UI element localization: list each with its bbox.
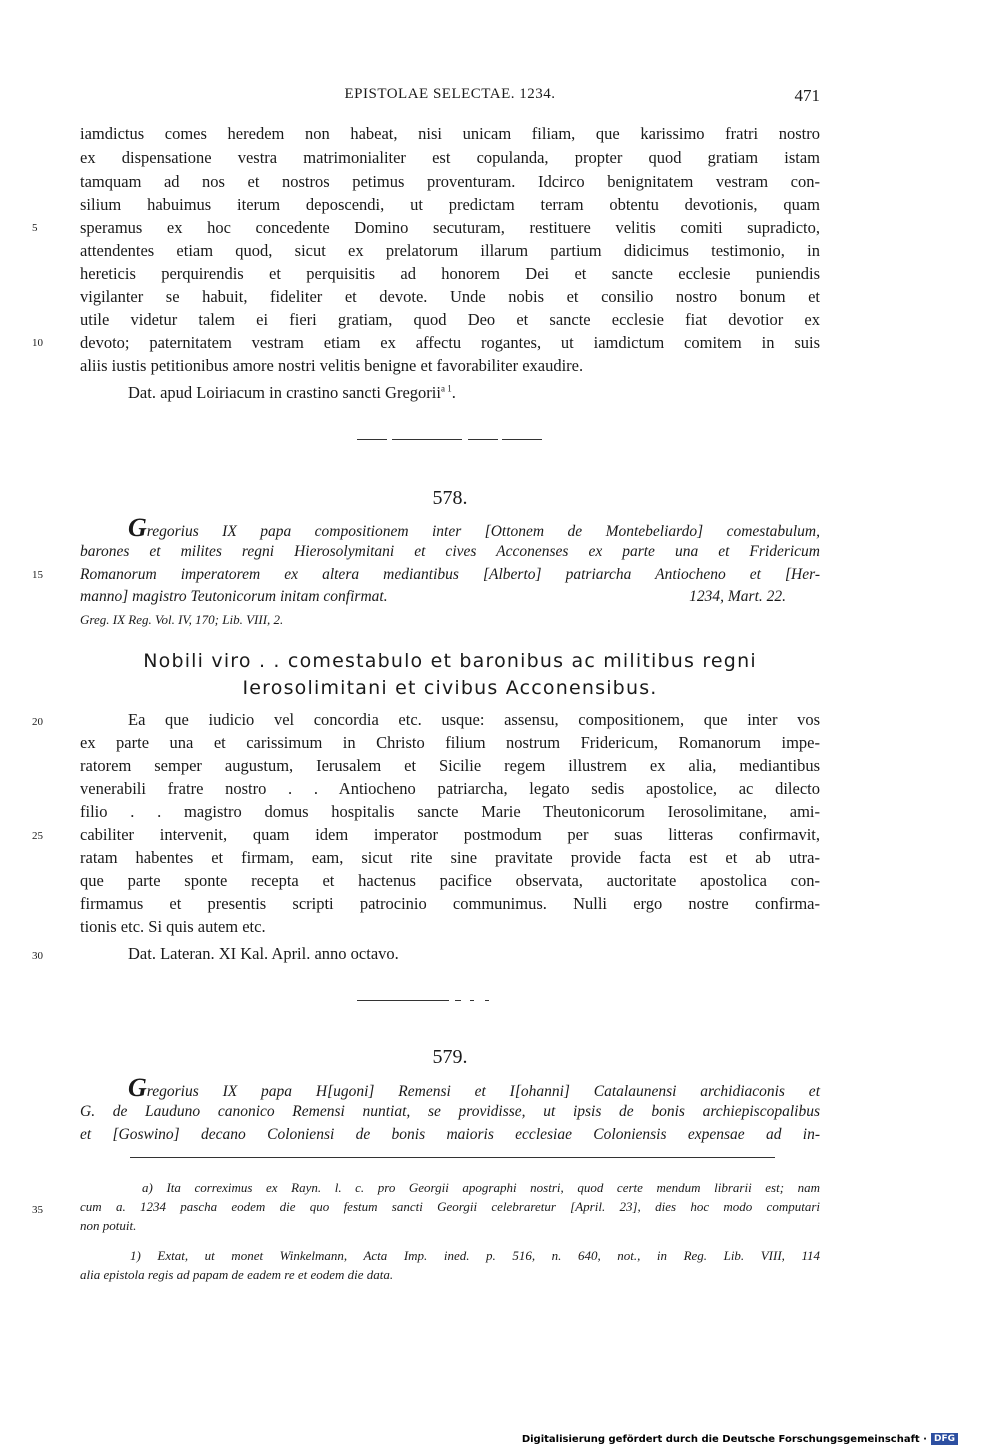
salutation-line: Nobili viro . . comestabulo et baronibus ac militibus regni (143, 650, 757, 672)
line-number: 5 (32, 222, 38, 234)
footnote-text: Ita correximus ex Rayn. l. c. pro Georgii apographi nostri, quod certe mendum librarii est; nam (166, 1180, 821, 1195)
line-number: 35 (32, 1204, 43, 1216)
letter-number: 579. (432, 1046, 468, 1068)
line-number: 30 (32, 950, 43, 962)
footnote-ref: a 1 (440, 383, 452, 394)
text-line: ex dispensatione vestra matrimonialiter est copulanda, propter quod gratiam istam (80, 148, 820, 167)
line-number: 20 (32, 716, 43, 728)
dating-clause (128, 381, 820, 404)
separator-rule (502, 439, 542, 440)
initial-letter: G (128, 513, 147, 542)
salutation-line: Ierosolimitani et civibus Acconensibus. (242, 677, 658, 699)
separator-rule (485, 1000, 489, 1001)
footnote-line: alia epistola regis ad papam de eadem re et eodem die data. (80, 1267, 394, 1282)
text-line: ratam habentes et firmam, eam, sicut rite sine pravitate provide facta est et ab utra- (80, 848, 820, 867)
text-line: ex parte una et carissimum in Christo filium nostrum Fridericum, Romanorum impe- (80, 733, 820, 752)
text-line: firmamus et presentis scripti patrocinio communimus. Nulli ergo nostre confirma- (80, 894, 820, 913)
separator-rule (357, 439, 387, 440)
footnote-rule (130, 1157, 775, 1158)
page-number: 471 (794, 86, 820, 105)
text-line: Ea que iudicio vel concordia etc. usque: assensu, compositionem, que inter vos (128, 710, 820, 729)
regest-line-with-date (80, 585, 786, 608)
initial-letter: G (128, 1073, 147, 1102)
footnote-marker: 1) (130, 1248, 141, 1263)
text-line: hereticis perquirendis et perquisitis ad honorem Dei et sancte ecclesie puniendis (80, 264, 820, 283)
text-line: utile videtur talem ei fieri gratiam, quod Deo et sancte ecclesie fiat devotior ex (80, 310, 820, 329)
dating-end: . (451, 383, 456, 402)
separator-rule (470, 1000, 474, 1001)
text-line: tionis etc. Si quis autem etc. (80, 917, 266, 936)
separator-rule (468, 439, 498, 440)
separator-rule (392, 439, 462, 440)
footnote-line (142, 1178, 820, 1197)
footnote-line: non potuit. (80, 1218, 137, 1233)
regest-text: regorius IX papa compositionem inter [Ottonem de Montebeliardo] comestabulum, (146, 523, 820, 540)
text-line: que parte sponte recepta et hactenus pacifice observata, auctoritate apostolica con- (80, 871, 820, 890)
text-line: filio . . magistro domus hospitalis sancte Marie Theutonicorum Ierosolimitane, ami- (80, 802, 820, 821)
dating-clause: Dat. Lateran. XI Kal. April. anno octavo. (128, 944, 399, 963)
regest-line (128, 1073, 820, 1103)
footnote-line (130, 1246, 820, 1265)
text-line: ratorem semper augustum, Ierusalem et Sicilie regem illustrem ex alia, mediantibus (80, 756, 820, 775)
regest-text: manno] magistro Teutonicorum initam confirmat. (80, 588, 388, 605)
running-head: EPISTOLAE SELECTAE. 1234. (344, 86, 556, 102)
text-line: tamquam ad nos et nostros petimus proventuram. Idcirco benignitatem vestram con- (80, 172, 820, 191)
text-line: silium habuimus iterum deposcendi, ut predictam terram obtentu devotionis, quam (80, 195, 820, 214)
line-number: 10 (32, 337, 43, 349)
regest-line: G. de Lauduno canonico Remensi nuntiat, se providisse, ut ipsis de bonis archiepiscopalibus (80, 1103, 820, 1120)
page-header (80, 86, 820, 110)
regest-line: et [Goswino] decano Coloniensi de bonis maioris ecclesiae Coloniensis expensae ad in- (80, 1126, 820, 1143)
dfg-logo: DFG (931, 1433, 958, 1445)
text-line: aliis iustis petitionibus amore nostri velitis benigne et favorabiliter exaudire. (80, 356, 584, 375)
line-number: 15 (32, 569, 43, 581)
separator-rule (357, 1000, 449, 1001)
dating-text: Dat. apud Loiriacum in crastino sancti Gregorii (128, 383, 441, 402)
separator-rule (455, 1000, 461, 1001)
source-reference: Greg. IX Reg. Vol. IV, 170; Lib. VIII, 2. (80, 612, 284, 627)
line-number: 25 (32, 830, 43, 842)
regest-text: regorius IX papa H[ugoni] Remensi et I[ohanni] Catalaunensi archidiaconis et (146, 1083, 820, 1100)
credit-text: Digitalisierung gefördert durch die Deutsche Forschungsgemeinschaft · (521, 1434, 927, 1445)
footnote-marker: a) (142, 1180, 153, 1195)
regest-date: 1234, Mart. 22. (689, 588, 786, 605)
regest-line (128, 513, 820, 543)
text-line: venerabili fratre nostro . . Antiocheno patriarcha, legato sedis apostolice, ac dilecto (80, 779, 820, 798)
letter-number: 578. (432, 487, 468, 509)
regest-line: Romanorum imperatorem ex altera mediantibus [Alberto] patriarcha Antiocheno et [Her- (80, 566, 820, 583)
text-line: speramus ex hoc concedente Domino secuturam, restituere velitis comiti supradicto, (80, 218, 820, 237)
digitization-credit (522, 1433, 958, 1445)
footnote-line: cum a. 1234 pascha eodem die quo festum sancti Georgii celebraretur [April. 23], dies hoc modo computari (80, 1199, 820, 1214)
text-line: cabiliter intervenit, quam idem imperator postmodum per suas litteras confirmavit, (80, 825, 820, 844)
text-line: attendentes etiam quod, sicut ex prelatorum illarum partium didicimus testimonio, in (80, 241, 820, 260)
text-line: iamdictus comes heredem non habeat, nisi unicam filiam, que karissimo fratri nostro (80, 124, 820, 143)
text-line: devoto; paternitatem vestram etiam ex affectu rogantes, ut iamdictum comitem in suis (80, 333, 820, 352)
footnote-text: Extat, ut monet Winkelmann, Acta Imp. ined. p. 516, n. 640, not., in Reg. Lib. VIII, 114 (157, 1248, 821, 1263)
text-line: vigilanter se habuit, fideliter et devote. Unde nobis et consilio nostro bonum et (80, 287, 820, 306)
regest-line: barones et milites regni Hierosolymitani et cives Acconenses ex parte una et Fridericum (80, 543, 820, 560)
